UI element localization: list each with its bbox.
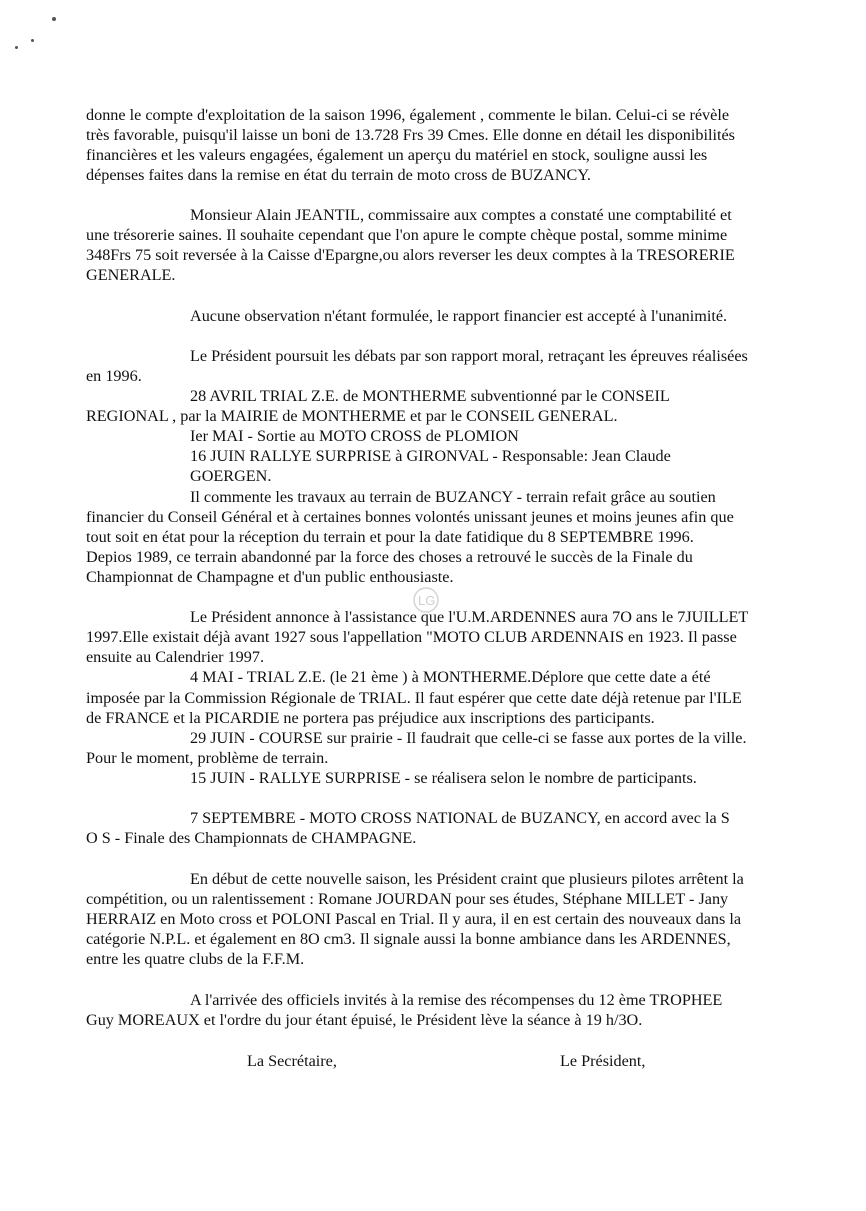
text-line: entre les quatre clubs de la F.F.M.	[86, 950, 305, 968]
text-line: 1997.Elle existait déjà avant 1927 sous l'appellation "MOTO CLUB ARDENNAIS en 1923. Il passe	[86, 628, 737, 646]
text-line: Guy MOREAUX et l'ordre du jour étant épuisé, le Président lève la séance à 19 h/3O.	[86, 1011, 643, 1029]
text-line: Monsieur Alain JEANTIL, commissaire aux comptes a constaté une comptabilité et	[190, 206, 732, 224]
text-line: 16 JUIN RALLYE SURPRISE à GIRONVAL - Responsable: Jean Claude	[190, 447, 671, 465]
text-line: 15 JUIN - RALLYE SURPRISE - se réalisera selon le nombre de participants.	[190, 769, 697, 787]
text-line: tout soit en état pour la réception du terrain et pour la date fatidique du 8 SEPTEMBRE 1996.	[86, 528, 694, 546]
text-line: ensuite au Calendrier 1997.	[86, 648, 265, 666]
svg-text:LG: LG	[418, 593, 436, 608]
text-line: en 1996.	[86, 367, 142, 385]
text-line: catégorie N.P.L. et également en 8O cm3. Il signale aussi la bonne ambiance dans les ARDENNES,	[86, 930, 731, 948]
text-line: de FRANCE et la PICARDIE ne portera pas préjudice aux inscriptions des participants.	[86, 709, 655, 727]
text-line: Pour le moment, problème de terrain.	[86, 749, 329, 767]
text-line: 348Frs 75 soit reversée à la Caisse d'Epargne,ou alors reverser les deux comptes à la TRESORERIE	[86, 246, 735, 264]
signature-president: Le Président,	[560, 1052, 646, 1070]
text-line: O S - Finale des Championnats de CHAMPAGNE.	[86, 829, 417, 847]
text-line: 4 MAI - TRIAL Z.E. (le 21 ème ) à MONTHERME.Déplore que cette date a été	[190, 668, 711, 686]
text-line: En début de cette nouvelle saison, les Président craint que plusieurs pilotes arrêtent la	[190, 870, 744, 888]
text-line: financier du Conseil Général et à certaines bonnes volontés unissant jeunes et moins jeunes afin que	[86, 508, 734, 526]
text-line: Le Président annonce à l'assistance que l'U.M.ARDENNES aura 7O ans le 7JUILLET	[190, 608, 749, 626]
signature-secretary: La Secrétaire,	[247, 1052, 337, 1070]
text-line: Aucune observation n'étant formulée, le rapport financier est accepté à l'unanimité.	[190, 307, 728, 325]
scan-speck	[52, 17, 56, 21]
text-line: Depios 1989, ce terrain abandonné par la force des choses a retrouvé le succès de la Finale du	[86, 548, 693, 566]
text-line: compétition, ou un ralentissement : Romane JOURDAN pour ses études, Stéphane MILLET - Jany	[86, 890, 729, 908]
text-line: Ier MAI - Sortie au MOTO CROSS de PLOMION	[190, 427, 519, 445]
text-line: donne le compte d'exploitation de la saison 1996, également , commente le bilan. Celui-ci se révèle	[86, 106, 730, 124]
text-line: GENERALE.	[86, 266, 176, 284]
scan-speck	[15, 46, 18, 49]
text-line: dépenses faites dans la remise en état du terrain de moto cross de BUZANCY.	[86, 166, 591, 184]
text-line: imposée par la Commission Régionale de TRIAL. Il faut espérer que cette date déjà retenue par l'ILE	[86, 689, 742, 707]
text-line: 7 SEPTEMBRE - MOTO CROSS NATIONAL de BUZANCY, en accord avec la S	[190, 809, 730, 827]
text-line: A l'arrivée des officiels invités à la remise des récompenses du 12 ème TROPHEE	[190, 991, 723, 1009]
text-line: HERRAIZ en Moto cross et POLONI Pascal en Trial. Il y aura, il en est certain des nouveaux dans la	[86, 910, 742, 928]
text-line: une trésorerie saines. Il souhaite cependant que l'on apure le compte chèque postal, somme minime	[86, 226, 728, 244]
text-line: Il commente les travaux au terrain de BUZANCY - terrain refait grâce au soutien	[190, 488, 716, 506]
text-line: GOERGEN.	[190, 467, 272, 485]
text-line: REGIONAL , par la MAIRIE de MONTHERME et par le CONSEIL GENERAL.	[86, 407, 618, 425]
text-line: Championnat de Champagne et d'un public enthousiaste.	[86, 568, 454, 586]
text-line: 28 AVRIL TRIAL Z.E. de MONTHERME subventionné par le CONSEIL	[190, 387, 670, 405]
text-line: financières et les valeurs engagées, également un aperçu du matériel en stock, souligne aussi les	[86, 146, 708, 164]
text-line: 29 JUIN - COURSE sur prairie - Il faudrait que celle-ci se fasse aux portes de la ville.	[190, 729, 747, 747]
scan-speck	[31, 39, 34, 42]
text-line: très favorable, puisqu'il laisse un boni de 13.728 Frs 39 Cmes. Elle donne en détail les disponibilités	[86, 126, 735, 144]
text-line: Le Président poursuit les débats par son rapport moral, retraçant les épreuves réalisées	[190, 347, 748, 365]
